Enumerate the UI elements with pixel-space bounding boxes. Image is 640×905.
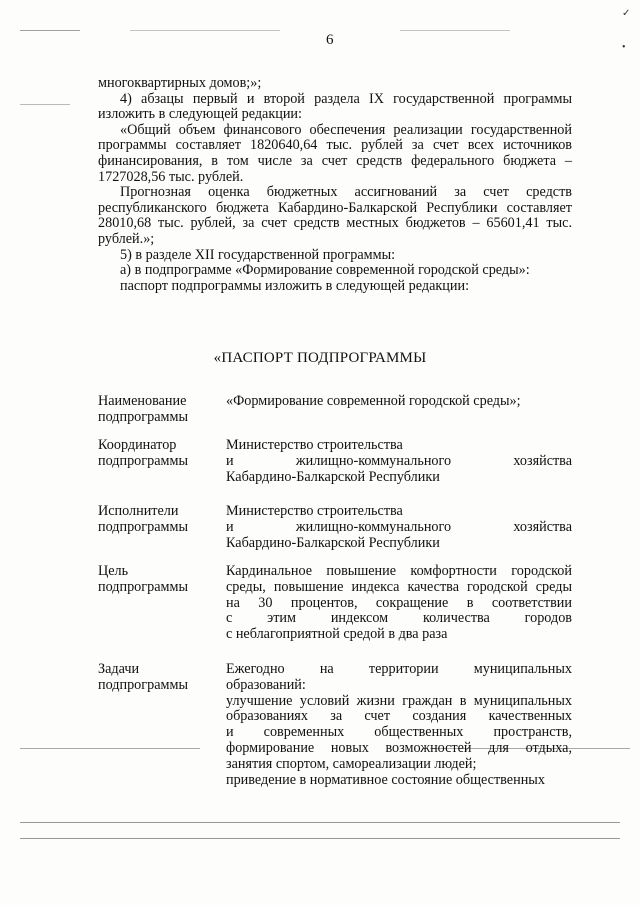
passport-title: «ПАСПОРТ ПОДПРОГРАММЫ (213, 350, 427, 366)
passport-value-line: среды, повышение индекса качества городской среды (226, 578, 572, 595)
scan-artifact (130, 30, 280, 31)
paragraph: а) в подпрограмме «Формирование современной городской среды»: (120, 262, 530, 279)
passport-row-value (226, 394, 572, 410)
paragraph: Прогнозная оценка бюджетных ассигнований за счет средств республиканского бюджета Кабардино-Балкарской Республики составляет 28010,68 тыс. рублей, за счет средств местных бюджетов – 65601,41 тыс. рублей.»; (98, 184, 572, 247)
paragraph: 4) абзацы первый и второй раздела IX государственной программы изложить в следующей редакции: (98, 90, 572, 123)
passport-value-line: и жилищно-коммунального хозяйства (226, 518, 572, 535)
passport-value-line: Министерство строительства (226, 437, 403, 453)
passport-label-line: подпрограммы (98, 408, 188, 425)
scan-artifact: • (622, 42, 626, 53)
paragraph: паспорт подпрограммы изложить в следующей редакции: (120, 277, 470, 294)
passport-row-value (226, 564, 572, 643)
passport-value-line: Министерство строительства (226, 503, 403, 519)
passport-row-label (98, 394, 218, 426)
passport-value-line: образований: (226, 676, 306, 693)
scan-artifact (20, 104, 70, 105)
scan-artifact (20, 30, 80, 31)
passport-value-line: с неблагоприятной средой в два раза (226, 626, 448, 643)
passport-value-line: Кабардино-Балкарской Республики (226, 534, 440, 551)
scan-artifact (400, 30, 510, 31)
passport-label-line: Наименование (98, 393, 187, 409)
passport-label-line: подпрограммы (98, 452, 188, 469)
paragraph: многоквартирных домов;»; (98, 75, 262, 91)
passport-label-line: подпрограммы (98, 518, 188, 535)
passport-value-line: Кардинальное повышение комфортности городской (226, 563, 572, 579)
scan-artifact (20, 748, 200, 749)
passport-row-value (226, 662, 572, 788)
paragraph: 5) в разделе XII государственной программы: (120, 246, 396, 263)
scan-artifact (20, 822, 620, 823)
passport-value-line: и жилищно-коммунального хозяйства (226, 452, 572, 469)
passport-label-line: подпрограммы (98, 578, 188, 595)
passport-label-line: Исполнители (98, 503, 179, 519)
passport-row-label (98, 504, 218, 536)
passport-value-line: «Формирование современной городской среды»; (226, 393, 521, 409)
paragraph: «Общий объем финансового обеспечения реализации государственной программы составляет 1820640,64 тыс. рублей за счет всех источников финансирования, в том числе за счет средств федерального бюджета – 1727028,56 тыс. рублей. (98, 121, 572, 185)
passport-value-line: Кабардино-Балкарской Республики (226, 468, 440, 485)
scan-artifact (20, 838, 620, 839)
passport-label-line: Задачи (98, 661, 140, 677)
passport-row-value (226, 504, 572, 551)
passport-value-line: улучшение условий жизни граждан в муниципальных (226, 692, 572, 709)
passport-row-label (98, 438, 218, 470)
passport-row-value (226, 438, 572, 485)
passport-value-line: Ежегодно на территории муниципальных (226, 661, 572, 677)
passport-row-label (98, 662, 218, 694)
passport-value-line: приведение в нормативное состояние общественных (226, 771, 545, 788)
passport-value-line: на 30 процентов, сокращение в соответствии (226, 594, 572, 611)
page-number: 6 (326, 32, 334, 48)
passport-row-label (98, 564, 218, 596)
scan-artifact: ✓ (622, 8, 631, 19)
passport-label-line: подпрограммы (98, 676, 188, 693)
passport-value-line: образованиях за счет создания качественных (226, 708, 572, 725)
passport-value-line: и современных общественных пространств, (226, 724, 572, 741)
passport-value-line: формирование новых возможностей для отдыха, (226, 739, 572, 756)
passport-label-line: Цель (98, 563, 129, 579)
passport-label-line: Координатор (98, 437, 177, 453)
passport-value-line: занятия спортом, самореализации людей; (226, 755, 477, 772)
passport-value-line: с этим индексом количества городов (226, 610, 572, 627)
body-text (98, 76, 572, 294)
